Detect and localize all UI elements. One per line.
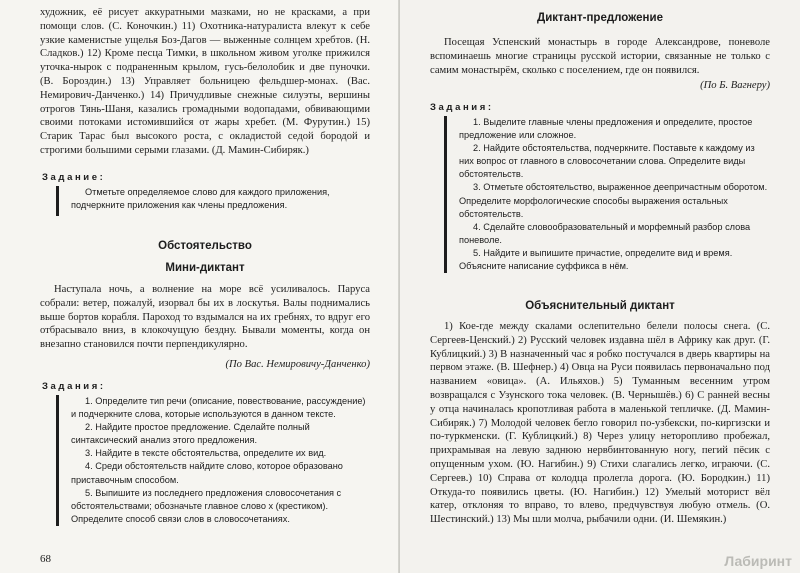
task-item: 2. Найдите обстоятельства, подчеркните. Поставьте к каждому из них вопрос от главного в словосочетании слова. Определите виды обстоятельств. (459, 143, 755, 180)
tasks-label: Задания: (42, 381, 106, 392)
intro-text: художник, её рисует аккуратными мазками, но не красками, а при помощи слов. (С. Коночкин.) 11) Охотника-натуралиста влекут к себе узкие каменистые ущелья Боз-Дагов — выженные солнцем хребтов. (Н. Сладков.) 12) Кроме песца Тимки, в школьном живом уголке прижился уточка-нырок с подраненным крылом, гусь-белолобик и две пуночки. (В. Бороздин.) 13) Управляет больницею фельдшер-монах. (Вас. Немирович-Данченко.) 14) Причудливые снежные силуэты, вершины отрогов Тянь-Шаня, казались громадными водопадами, обвивающими своими потоками истомившийся от жары хребет. (М. Фурутин.) 15) Старик Тарас был высокого роста, с окладистой седой бородой и строгими большими серыми глазами. (Д. Мамин-Сибиряк.) (40, 7, 370, 156)
sentence-dictation-text (430, 36, 770, 77)
title-explanatory-dictation: Объяснительный диктант (525, 300, 675, 312)
task-item: 1. Выделите главные члены предложения и определите, простое предложение или сложное. (459, 117, 753, 141)
task-item: Отметьте определяемое слово для каждого приложения, подчеркните приложения как члены предложения. (71, 187, 330, 211)
task-item: 4. Сделайте словообразовательный и морфемный разбор слова поневоле. (459, 221, 751, 245)
sentence-dictation-paragraph: Посещая Успенский монастырь в городе Александрове, поневоле вспоминаешь многие страницы русской истории, связанные не только с самим монастырём, сколько с поселением, где он появился. (430, 37, 770, 76)
task-item: 2. Найдите простое предложение. Сделайте полный синтаксический анализ этого предложения. (71, 422, 310, 446)
subsection-title: Мини-диктант (165, 262, 245, 274)
dictation-text (40, 283, 370, 352)
dictation-paragraph: Наступала ночь, а волнение на море всё усиливалось. Паруса собрали: ветер, пожалуй, изорвал бы их в лоскутья. Валы поднимались выше бортов корабля. Пароход то вздымался на их гребнях, то вдруг его отбрасывало вниз, в клокочущую бездну. Бывали моменты, когда он внезапно становился почти перпендикулярно. (40, 284, 370, 351)
task-box (56, 186, 371, 216)
title-sentence-dictation: Диктант-предложение (537, 12, 663, 24)
tasks-box (444, 116, 769, 273)
task-item: 3. Отметьте обстоятельство, выраженное деепричастным оборотом. Определите морфологические способы выражения остальных обстоятельств. (459, 182, 768, 219)
task-item: 3. Найдите в тексте обстоятельства, определите их вид. (85, 448, 327, 459)
sentence-dictation-source: (По Б. Вагнеру) (700, 80, 770, 91)
task-item: 5. Выпишите из последнего предложения словосочетания с обстоятельствами; обозначьте главное слово х (крестиком). Определите способ связи слов в словосочетаниях. (71, 487, 342, 524)
page-number: 68 (40, 553, 51, 565)
tasks-box (56, 395, 371, 526)
task-item: 4. Среди обстоятельств найдите слово, которое образовано приставочным способом. (71, 461, 343, 485)
explanatory-dictation-text (430, 320, 770, 570)
section-title: Обстоятельство (158, 240, 252, 252)
right-page (400, 0, 800, 573)
task-label: Задание: (42, 172, 106, 183)
explanatory-dictation-paragraph: 1) Кое-где между скалами ослепительно белели полосы снега. (С. Сергеев-Ценский.) 2) Русский человек издавна шёл в Африку как друг. (Г. Кублицкий.) 3) В назначенный час я робко постучался в дверь квартиры на первом этаже. (В. Шефнер.) 4) Овца на Руси появилась первоначально под названием «овица». (А. Ильяхов.) 5) Туманным весенним утром возвращался с Узунского тока человек. (В. Чернышёв.) 6) С ранней весны у отца начиналась кропотливая работа в маленькой тепличке. (Д. Мамин-Сибиряк.) 7) Молодой человек бегло говорил по-узбекски, по-киргизски и по-туркменски. (Г. Кублицкий.) 8) Через улицу неторопливо пробежал, прихрамывая на левую заднюю нервбинтованную ногу, пегий пёсик с опущенным ухом. (Ю. Нагибин.) 9) Стихи слагались легко, играючи. (С. Сергеев.) 10) Справа от колодца пролегла дорога. (Ю. Бородкин.) 11) Откуда-то появились цветы. (Ю. Нагибин.) 12) Умелый моторист вёл катер, отклоняя то вправо, то влево, предчувствуя любую отмель. (О. Шестинский.) 13) Мы шли молча, рыбачили одни. (И. Шемякин.) (430, 321, 770, 526)
dictation-source: (По Вас. Немировичу-Данченко) (225, 359, 370, 370)
tasks-label: Задания: (430, 102, 494, 113)
labirint-watermark: Лабиринт (724, 553, 792, 569)
task-item: 1. Определите тип речи (описание, повествование, рассуждение) и подчеркните слова, которые используются в данном тексте. (71, 396, 366, 420)
task-item: 5. Найдите и выпишите причастие, определите вид и время. Объясните написание суффикса в нём. (459, 247, 733, 272)
